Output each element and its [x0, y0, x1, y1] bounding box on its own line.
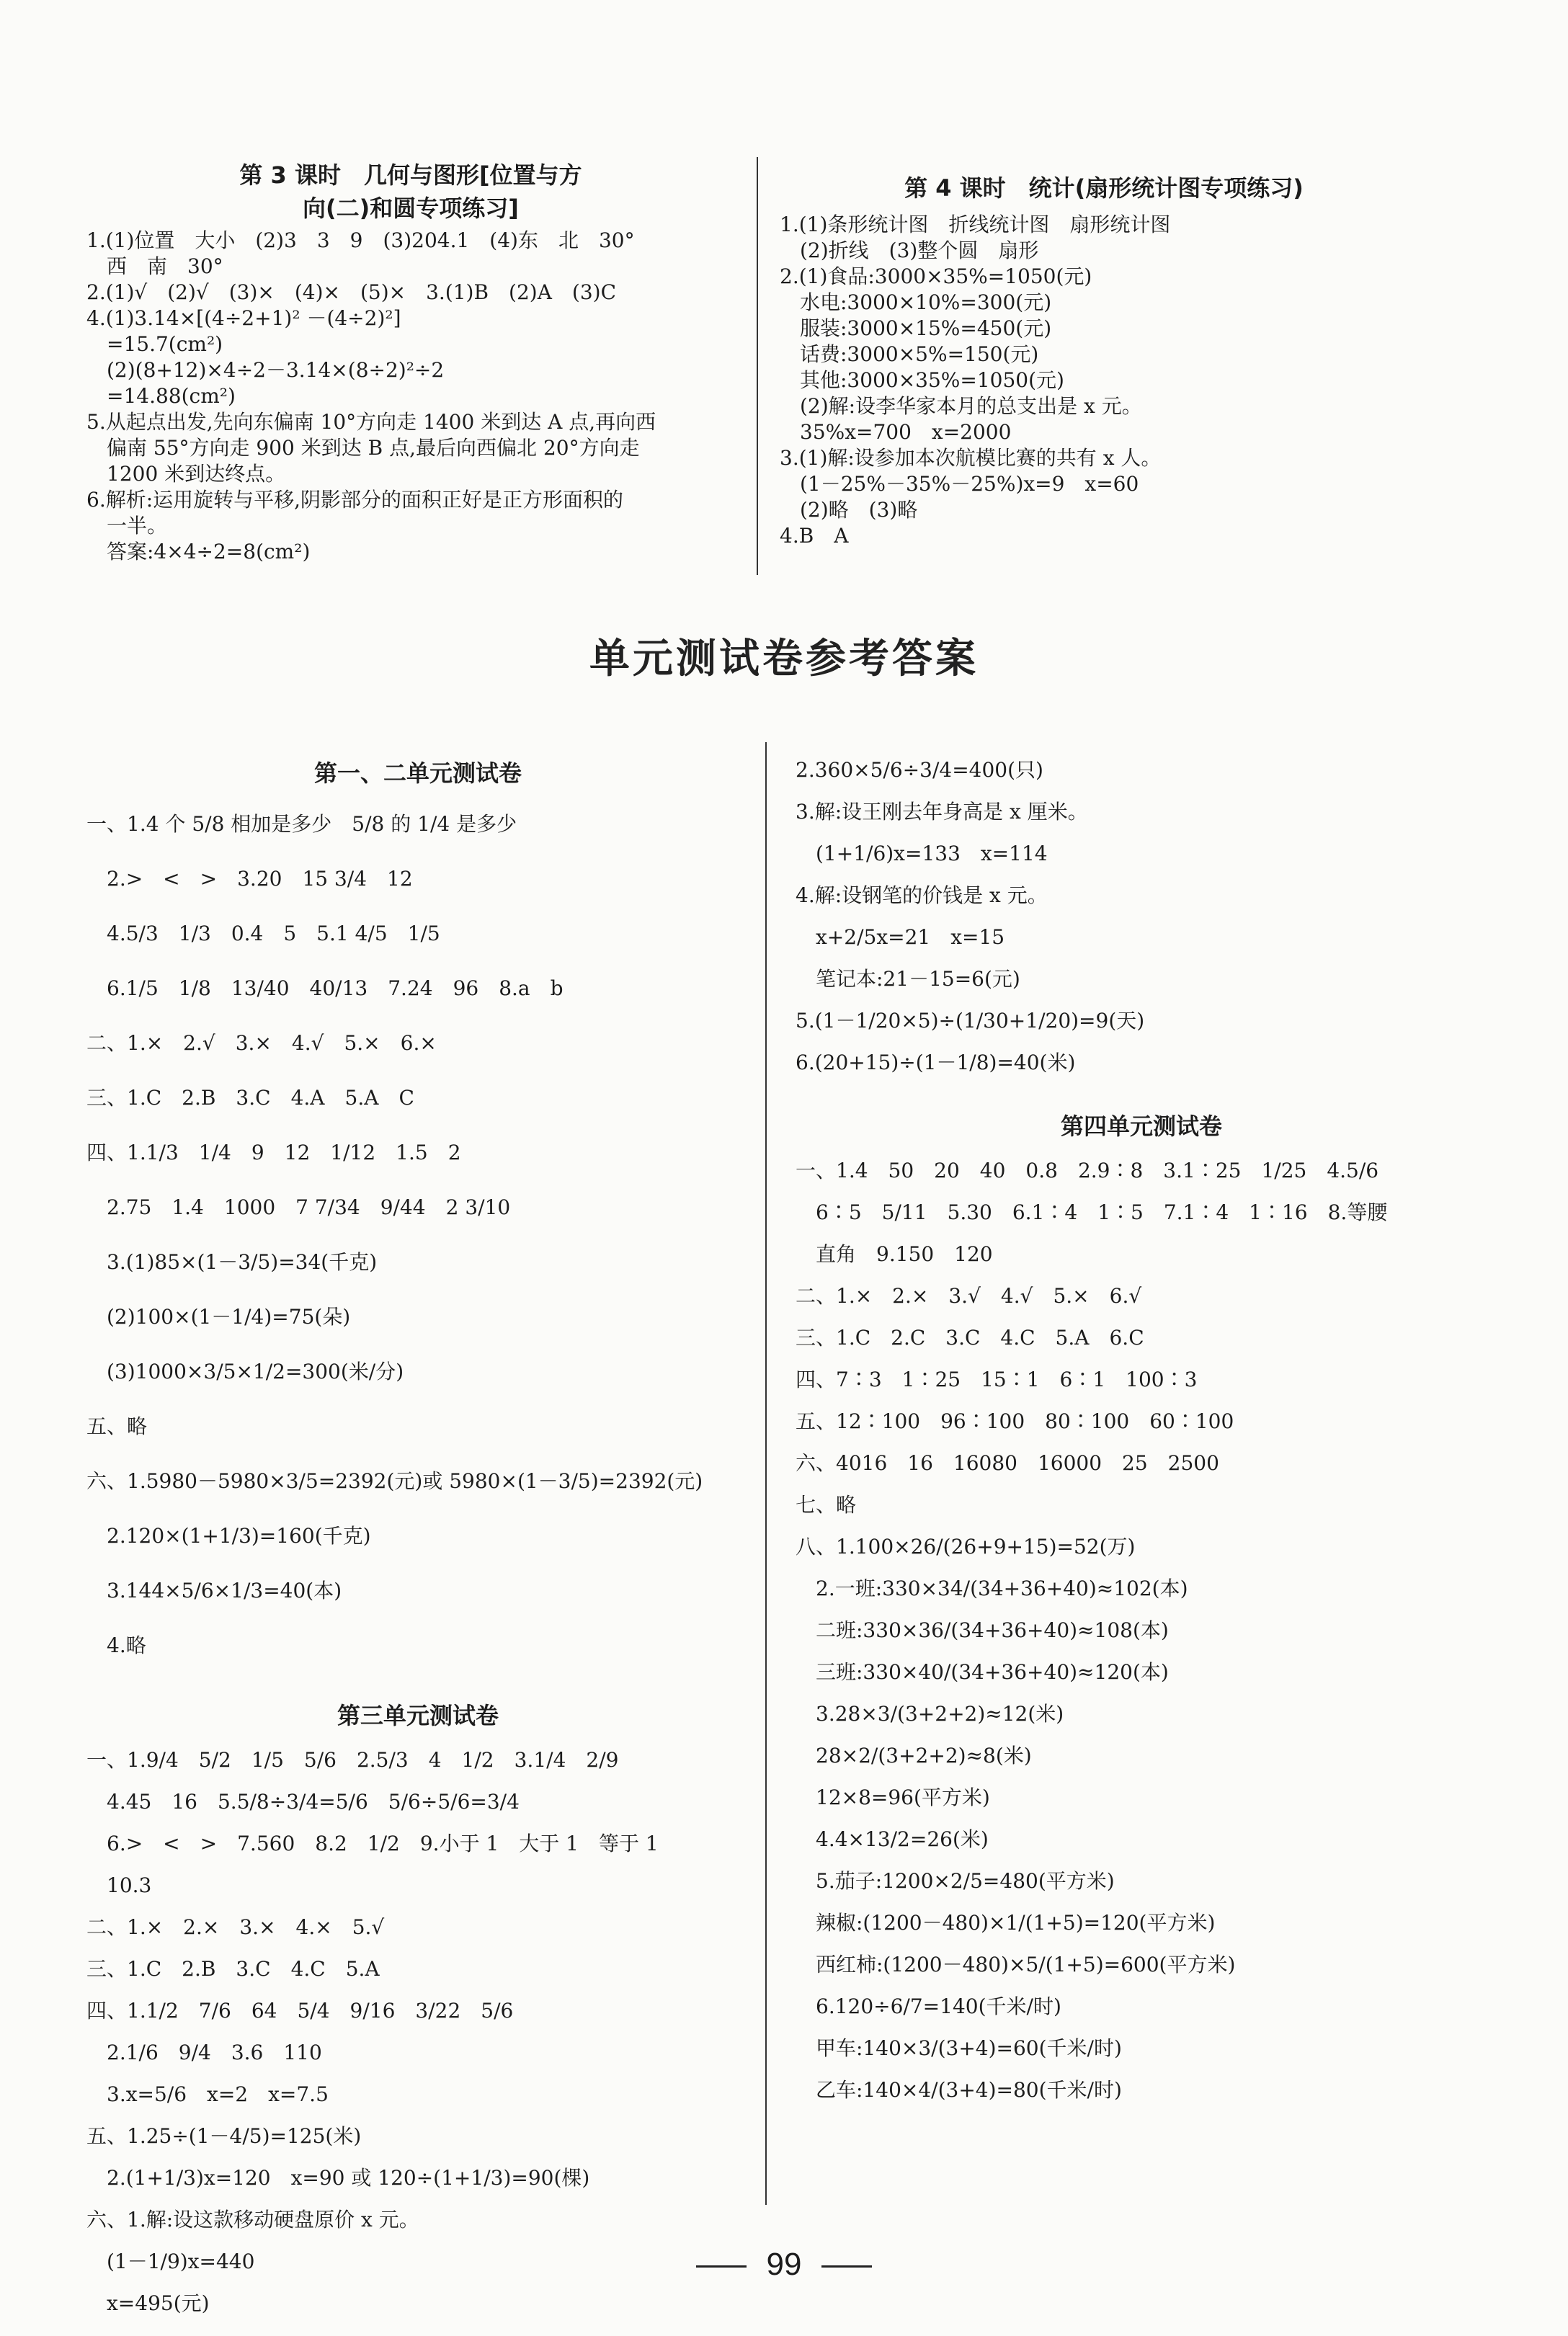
answer-line: 二、1.× 2.× 3.× 4.× 5.√ — [86, 1915, 385, 1939]
answer-line: 10.3 — [86, 1873, 152, 1897]
answer-line: 一、1.9/4 5/2 1/5 5/6 2.5/3 4 1/2 3.1/4 2/9 — [86, 1748, 619, 1772]
answer-line: 12×8=96(平方米) — [796, 1786, 990, 1809]
page-number — [0, 2247, 1568, 2283]
unit-4-answers — [796, 749, 1487, 2111]
answer-line: 6.1/5 1/8 13/40 40/13 7.24 96 8.a b — [86, 976, 564, 1000]
banner-title: 单元测试卷参考答案 — [589, 636, 979, 682]
answer-line: 4.略 — [86, 1633, 146, 1657]
answer-line: 其他:3000×35%=1050(元) — [780, 368, 1064, 392]
answer-line: 六、1.5980－5980×3/5=2392(元)或 5980×(1－3/5)=2392(元) — [86, 1469, 703, 1493]
answer-line: 笔记本:21－15=6(元) — [796, 967, 1020, 991]
answer-line: 28×2/(3+2+2)≈8(米) — [796, 1744, 1032, 1767]
answer-line: 3.(1)解:设参加本次航模比赛的共有 x 人。 — [780, 446, 1162, 470]
unit-3-continued-lines — [796, 749, 1487, 1084]
answer-line: (1+1/6)x=133 x=114 — [796, 842, 1048, 865]
answer-line: 辣椒:(1200－480)×1/(1+5)=120(平方米) — [796, 1911, 1216, 1935]
unit-4-lines — [796, 1150, 1487, 2111]
answer-line: 4.45 16 5.5/8÷3/4=5/6 5/6÷5/6=3/4 — [86, 1790, 520, 1814]
answer-line: 五、略 — [86, 1414, 148, 1438]
answer-line: 6.解析:运用旋转与平移,阴影部分的面积正好是正方形面积的 — [86, 488, 624, 512]
answer-line: 3.解:设王刚去年身高是 x 厘米。 — [796, 800, 1088, 824]
answer-line: 二、1.× 2.√ 3.× 4.√ 5.× 6.× — [86, 1031, 437, 1055]
answer-line: (2)略 (3)略 — [780, 498, 918, 522]
answer-line: 5.(1－1/20×5)÷(1/30+1/20)=9(天) — [796, 1009, 1145, 1033]
page-number-value: 99 — [766, 2247, 802, 2282]
answer-line: 1200 米到达终点。 — [86, 462, 286, 486]
answer-line: 1.(1)条形统计图 折线统计图 扇形统计图 — [780, 213, 1171, 236]
answer-line: 六、1.解:设这款移动硬盘原价 x 元。 — [86, 2208, 419, 2232]
answer-line: 4.B A — [780, 524, 849, 548]
answer-line: 甲车:140×3/(3+4)=60(千米/时) — [796, 2036, 1122, 2060]
answer-line: 四、1.1/3 1/4 9 12 1/12 1.5 2 — [86, 1141, 461, 1164]
lesson-3-title — [86, 159, 735, 225]
unit-1-2-and-3-answers — [86, 757, 749, 2324]
answer-line: (3)1000×3/5×1/2=300(米/分) — [86, 1360, 404, 1383]
answer-line: 2.360×5/6÷3/4=400(只) — [796, 758, 1043, 782]
answer-line: 六、4016 16 16080 16000 25 2500 — [796, 1451, 1219, 1475]
answer-line: 一、1.4 个 5/8 相加是多少 5/8 的 1/4 是多少 — [86, 812, 517, 836]
answer-line: 3.(1)85×(1－3/5)=34(千克) — [86, 1250, 378, 1274]
answer-line: 2.75 1.4 1000 7 7/34 9/44 2 3/10 — [86, 1195, 511, 1219]
answer-line: 三、1.C 2.B 3.C 4.C 5.A — [86, 1957, 380, 1981]
answer-line: (2)解:设李华家本月的总支出是 x 元。 — [780, 394, 1142, 418]
answer-line: 直角 9.150 120 — [796, 1242, 993, 1266]
unit-1-2-lines — [86, 797, 749, 1673]
answer-line: 3.x=5/6 x=2 x=7.5 — [86, 2082, 329, 2106]
answer-line: x+2/5x=21 x=15 — [796, 925, 1005, 949]
answer-line: 2.1/6 9/4 3.6 110 — [86, 2041, 322, 2064]
answer-line: 一半。 — [86, 514, 168, 538]
answer-line: 3.28×3/(3+2+2)≈12(米) — [796, 1702, 1064, 1726]
answer-line: 6∶5 5/11 5.30 6.1∶4 1∶5 7.1∶4 1∶16 8.等腰 — [796, 1200, 1388, 1224]
answer-line: 6.120÷6/7=140(千米/时) — [796, 1994, 1061, 2018]
page-number-dash-right — [821, 2265, 872, 2268]
lesson-3-answers — [86, 159, 735, 565]
answer-line: =14.88(cm²) — [86, 384, 236, 408]
answer-line: 4.(1)3.14×[(4÷2+1)² －(4÷2)²] — [86, 306, 401, 330]
answer-line: 五、12∶100 96∶100 80∶100 60∶100 — [796, 1409, 1234, 1433]
unit-4-title: 第四单元测试卷 — [1060, 1113, 1222, 1140]
answer-line: 3.144×5/6×1/3=40(本) — [86, 1579, 342, 1602]
page-number-dash-left — [696, 2265, 747, 2268]
unit-1-2-title: 第一、二单元测试卷 — [313, 759, 522, 787]
lesson-3-lines — [86, 228, 735, 565]
lesson-4-title: 第 4 课时 统计(扇形统计图专项练习) — [904, 174, 1304, 202]
lesson-3-title-line-1: 第 3 课时 几何与图形[位置与方 — [239, 161, 582, 189]
answer-line: (2)折线 (3)整个圆 扇形 — [780, 238, 1039, 262]
answer-line: 二、1.× 2.× 3.√ 4.√ 5.× 6.√ — [796, 1284, 1142, 1308]
bottom-column-divider — [765, 742, 767, 2205]
answer-line: 八、1.100×26/(26+9+15)=52(万) — [796, 1535, 1136, 1559]
lesson-4-answers — [780, 171, 1428, 549]
answer-line: 6.> < > 7.560 8.2 1/2 9.小于 1 大于 1 等于 1 — [86, 1832, 659, 1855]
answer-line: 2.一班:330×34/(34+36+40)≈102(本) — [796, 1577, 1188, 1600]
answer-line: 七、略 — [796, 1493, 857, 1517]
answer-line: 1.(1)位置 大小 (2)3 3 9 (3)204.1 (4)东 北 30° — [86, 228, 635, 252]
answer-line: 5.从起点出发,先向东偏南 10°方向走 1400 米到达 A 点,再向西 — [86, 410, 656, 434]
answer-line: 2.(1)食品:3000×35%=1050(元) — [780, 264, 1092, 288]
answer-line: 西 南 30° — [86, 254, 223, 278]
answer-line: (2)(8+12)×4÷2－3.14×(8÷2)²÷2 — [86, 358, 445, 382]
answer-line: 一、1.4 50 20 40 0.8 2.9∶8 3.1∶25 1/25 4.5/6 — [796, 1159, 1379, 1182]
answer-line: (1－25%－35%－25%)x=9 x=60 — [780, 472, 1139, 496]
answer-line: =15.7(cm²) — [86, 332, 223, 356]
answer-line: (2)100×(1－1/4)=75(朵) — [86, 1305, 351, 1329]
answer-line: 35%x=700 x=2000 — [780, 420, 1012, 444]
answer-line: 话费:3000×5%=150(元) — [780, 342, 1039, 366]
answer-line: 2.(1)√ (2)√ (3)× (4)× (5)× 3.(1)B (2)A (3)C — [86, 280, 617, 304]
answer-line: 四、1.1/2 7/6 64 5/4 9/16 3/22 5/6 — [86, 1999, 514, 2023]
answer-line: 五、1.25÷(1－4/5)=125(米) — [86, 2124, 362, 2148]
answer-line: 西红柿:(1200－480)×5/(1+5)=600(平方米) — [796, 1953, 1236, 1976]
answer-line: 偏南 55°方向走 900 米到达 B 点,最后向西偏北 20°方向走 — [86, 436, 640, 460]
answer-line: 水电:3000×10%=300(元) — [780, 290, 1052, 314]
answer-line: 二班:330×36/(34+36+40)≈108(本) — [796, 1618, 1169, 1642]
answer-line: 2.(1+1/3)x=120 x=90 或 120÷(1+1/3)=90(棵) — [86, 2166, 590, 2190]
unit-3-title: 第三单元测试卷 — [337, 1702, 499, 1729]
answer-line: 6.(20+15)÷(1－1/8)=40(米) — [796, 1051, 1076, 1074]
answer-line: 服装:3000×15%=450(元) — [780, 316, 1052, 340]
answer-line: 4.5/3 1/3 0.4 5 5.1 4/5 1/5 — [86, 922, 440, 945]
answer-line: 四、7∶3 1∶25 15∶1 6∶1 100∶3 — [796, 1368, 1198, 1391]
answer-line: 乙车:140×4/(3+4)=80(千米/时) — [796, 2078, 1122, 2102]
answer-line: 4.4×13/2=26(米) — [796, 1827, 989, 1851]
lesson-4-lines — [780, 212, 1428, 549]
unit-3-lines — [86, 1739, 749, 2324]
answer-line: 三、1.C 2.B 3.C 4.A 5.A C — [86, 1086, 414, 1110]
lesson-3-title-line-2: 向(二)和圆专项练习] — [303, 195, 519, 222]
answer-line: 答案:4×4÷2=8(cm²) — [86, 540, 311, 563]
answer-line: 4.解:设钢笔的价钱是 x 元。 — [796, 883, 1048, 907]
answer-line: 5.茄子:1200×2/5=480(平方米) — [796, 1869, 1115, 1893]
answer-line: (1－1/9)x=440 — [86, 2250, 255, 2273]
top-column-divider — [757, 157, 758, 575]
answer-line: x=495(元) — [86, 2291, 210, 2315]
answer-line: 2.> < > 3.20 15 3/4 12 — [86, 867, 413, 891]
answer-line: 三、1.C 2.C 3.C 4.C 5.A 6.C — [796, 1326, 1144, 1350]
answer-line: 2.120×(1+1/3)=160(千克) — [86, 1524, 371, 1548]
answer-line: 三班:330×40/(34+36+40)≈120(本) — [796, 1660, 1169, 1684]
